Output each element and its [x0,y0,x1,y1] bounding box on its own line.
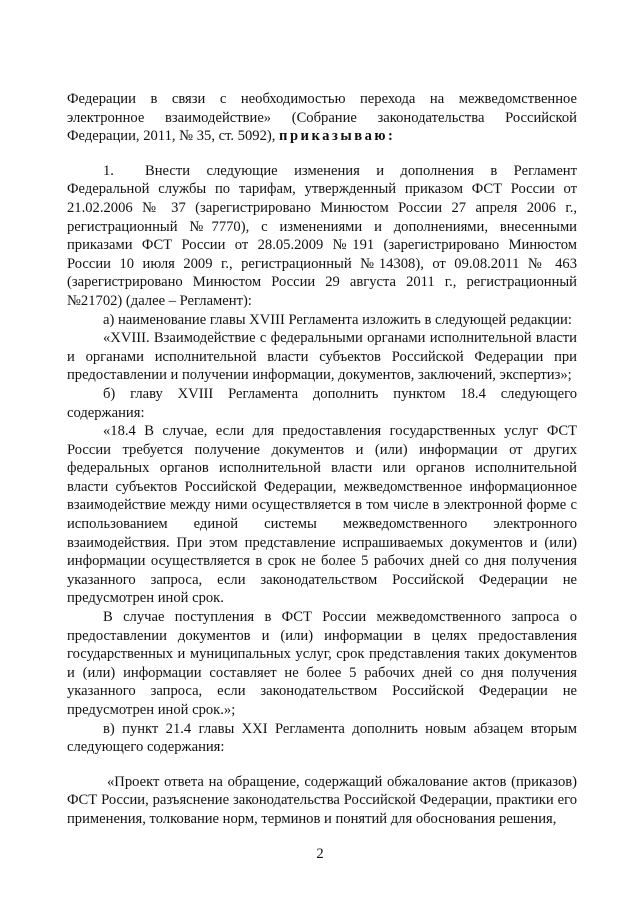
sub-a-paragraph: а) наименование главы XVIII Регламента изложить в следующей редакции: [103,311,572,328]
sub-a-quote-paragraph: «XVIII. Взаимодействие с федеральными органами исполнительной власти и органами исполнительной власти субъектов Российской Федерации при предоставлении и получении информации, документов, заключений, экспертиз»; [67,330,577,384]
sub-v-paragraph: в) пункт 21.4 главы XXI Регламента дополнить новым абзацем вторым следующего содержания: [67,720,577,756]
intro-text: Федерации в связи с необходимостью перехода на межведомственное электронное взаимодействие» (Собрание законодательства Российской Федерации, 2011, № 35, ст. 5092), [67,91,577,145]
item-1-paragraph [67,162,577,311]
item-1-text: Внести следующие изменения и дополнения в Регламент Федеральной службы по тарифам, утвержденный приказом ФСТ России от 21.02.2006 № 37 (зарегистрировано Минюстом России 27 апреля 2006 г., регистрационный №7770), с изменениями и дополнениями, внесенными приказами ФСТ России от 28.05.2009 №191 (зарегистрировано Минюстом России 10 июля 2009 г., регистрационный №14308), от 09.08.2011 № 463 (зарегистрировано Минюстом России 29 августа 2011 г., регистрационный №21702) (далее – Регламент): [67,162,577,309]
intro-paragraph [67,90,577,146]
item-1-number: 1. [103,162,114,179]
sub-b-paragraph: б) главу XVIII Регламента дополнить пунктом 18.4 следующего содержания: [67,385,577,421]
prikazyvayu-word: приказываю: [279,128,396,145]
page-number: 2 [316,846,324,862]
sub-b-quote-paragraph-2: В случае поступления в ФСТ России межведомственного запроса о предоставлении документов и (или) информации в целях предоставления государственных и муниципальных услуг, срок представления таких документов и (или) информации составляет не более 5 рабочих дней со дня получения указанного запроса, если законодательством Российской Федерации не предусмотрен иной срок.»; [67,609,577,718]
document-body [67,90,577,829]
sub-b-quote-paragraph-1: «18.4 В случае, если для предоставления государственных услуг ФСТ России требуется получение документов и (или) информации от других федеральных органов исполнительной власти или органов исполнительной власти субъектов Российской Федерации, межведомственное информационное взаимодействие между ними осуществляется в том числе в электронной форме с использованием единой системы межведомственного электронного взаимодействия. При этом представление испрашиваемых документов и (или) информации осуществляется в срок не более 5 рабочих дней со дня получения указанного запроса, если законодательством Российской Федерации не предусмотрен иной срок. [67,423,577,607]
sub-v-quote-paragraph: «Проект ответа на обращение, содержащий обжалование актов (приказов) ФСТ России, разъяснение законодательства Российской Федерации, практики его применения, толкование норм, терминов и понятий для обоснования решения, [67,773,577,827]
